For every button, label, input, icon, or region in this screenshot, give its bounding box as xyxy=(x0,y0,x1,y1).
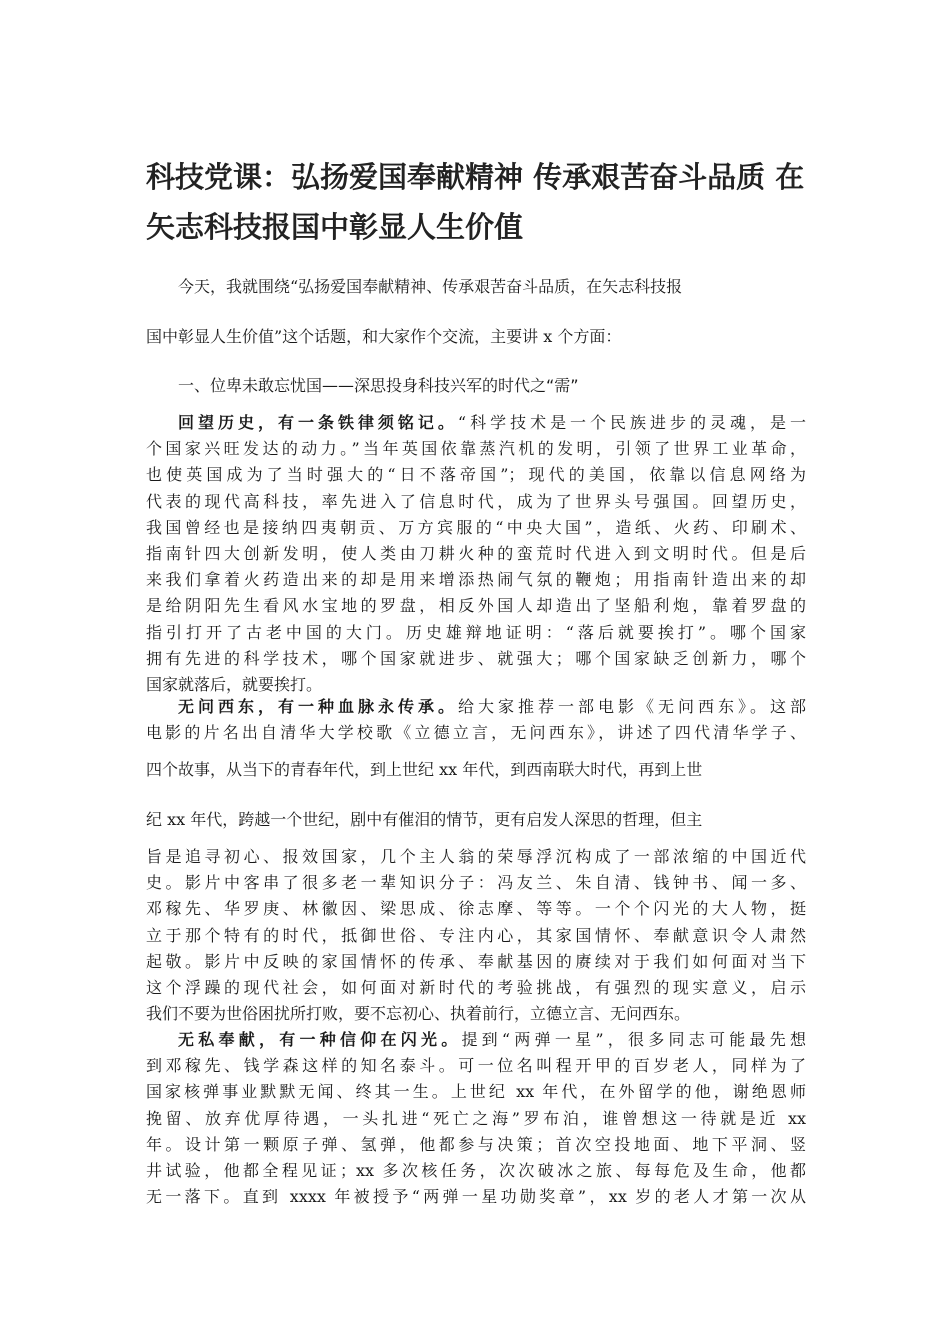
paragraph-line: 邓稼先、华罗庚、林徽因、梁思成、徐志摩、等等。一个个闪光的大人物，挺 xyxy=(146,899,806,919)
intro-line-1: 今天，我就围绕“弘扬爱国奉献精神、传承艰苦奋斗品质，在矢志科技报 xyxy=(178,277,683,296)
paragraph-line: 旨是追寻初心、报效国家，几个主人翁的荣辱浮沉构成了一部浓缩的中国近代 xyxy=(146,847,806,866)
paragraph-line: 无问西东，有一种血脉永传承。给大家推荐一部电影《无问西东》。这部 xyxy=(178,697,806,716)
paragraph-line: 来我们拿着火药造出来的却是用来增添热闹气氛的鞭炮；用指南针造出来的却 xyxy=(146,570,806,590)
paragraph-line: 代表的现代高科技，率先进入了信息时代，成为了世界头号强国。回望历史， xyxy=(146,491,806,511)
paragraph-line: 挽留、放弃优厚待遇，一头扎进“死亡之海”罗布泊，谁曾想这一待就是近 xx xyxy=(146,1108,806,1128)
paragraph-line: 是给阴阳先生看风水宝地的罗盘，相反外国人却造出了坚船利炮，靠着罗盘的 xyxy=(146,596,806,616)
paragraph-history xyxy=(146,410,806,698)
paragraph-line: 无私奉献，有一种信仰在闪光。提到“两弹一星”，很多同志可能最先想 xyxy=(178,1030,806,1049)
paragraph-line: 起敬。影片中反映的家国情怀的传承、奉献基因的赓续对于我们如何面对当下 xyxy=(146,951,806,971)
document-title xyxy=(146,152,826,252)
paragraph-line: 四个故事，从当下的青春年代，到上世纪 xx 年代，到西南联大时代，再到上世 xyxy=(146,760,703,779)
paragraph-line: 电影的片名出自清华大学校歌《立德立言，无问西东》，讲述了四代清华学子、 xyxy=(146,723,806,743)
paragraph-line: 年。设计第一颗原子弹、氢弹，他都参与决策；首次空投地面、地下平洞、竖 xyxy=(146,1134,806,1154)
title-line-2: 矢志科技报国中彰显人生价值 xyxy=(146,210,524,244)
paragraph-line: 立于那个特有的时代，抵御世俗、专注内心，其家国情怀、奉献意识令人肃然 xyxy=(146,925,806,945)
paragraph-line: 指南针四大创新发明，使人类由刀耕火种的蛮荒时代进入到文明时代。但是后 xyxy=(146,544,806,564)
paragraph-line: 国家就落后，就要挨打。 xyxy=(146,675,323,695)
paragraph-line: 无一落下。直到 xxxx 年被授予“两弹一星功勋奖章”，xx 岁的老人才第一次从 xyxy=(146,1187,806,1207)
paragraph-lead: 回望历史，有一条铁律须铭记。 xyxy=(178,413,458,432)
paragraph-lead: 无问西东，有一种血脉永传承。 xyxy=(178,697,458,716)
paragraph-line: 这个浮躁的现代社会，如何面对新时代的考验挑战，有强烈的现实意义，启示 xyxy=(146,978,806,998)
paragraph-dedication xyxy=(146,1027,806,1210)
paragraph-line: 国家核弹事业默默无闻、终其一生。上世纪 xx 年代，在外留学的他，谢绝恩师 xyxy=(146,1082,806,1102)
section-heading: 一、位卑未敢忘忧国——深思投身科技兴军的时代之“需” xyxy=(178,376,579,395)
paragraph-line: 井试验，他都全程见证；xx 多次核任务，次次破冰之旅、每每危及生命，他都 xyxy=(146,1161,806,1181)
paragraph-lead: 无私奉献，有一种信仰在闪光。 xyxy=(178,1030,462,1049)
paragraph-film-continued xyxy=(146,844,806,1027)
paragraph-line: 指引打开了古老中国的大门。历史雄辩地证明：“落后就要挨打”。哪个国家 xyxy=(146,622,806,642)
paragraph-line: 拥有先进的科学技术，哪个国家就进步、就强大；哪个国家缺乏创新力，哪个 xyxy=(146,648,806,668)
paragraph-line: 也使英国成为了当时强大的“日不落帝国”；现代的美国，依靠以信息网络为 xyxy=(146,465,806,485)
intro-line-2: 国中彰显人生价值”这个话题，和大家作个交流，主要讲 x 个方面： xyxy=(146,327,622,346)
title-line-1: 科技党课：弘扬爱国奉献精神 传承艰苦奋斗品质 在 xyxy=(146,160,805,194)
paragraph-line: 纪 xx 年代，跨越一个世纪，剧中有催泪的情节，更有启发人深思的哲理，但主 xyxy=(146,810,703,829)
paragraph-line: 到邓稼先、钱学森这样的知名泰斗。可一位名叫程开甲的百岁老人，同样为了 xyxy=(146,1056,806,1076)
paragraph-line: 我国曾经也是接纳四夷朝贡、万方宾服的“中央大国”，造纸、火药、印刷术、 xyxy=(146,517,806,537)
paragraph-line: 个国家兴旺发达的动力。”当年英国依靠蒸汽机的发明，引领了世界工业革命， xyxy=(146,439,806,459)
paragraph-line: 我们不要为世俗困扰所打败，要不忘初心、执着前行，立德立言、无问西东。 xyxy=(146,1004,691,1024)
paragraph-film xyxy=(146,694,806,746)
paragraph-line: 回望历史，有一条铁律须铭记。“科学技术是一个民族进步的灵魂，是一 xyxy=(178,413,806,432)
paragraph-line: 史。影片中客串了很多老一辈知识分子：冯友兰、朱自清、钱钟书、闻一多、 xyxy=(146,873,806,893)
